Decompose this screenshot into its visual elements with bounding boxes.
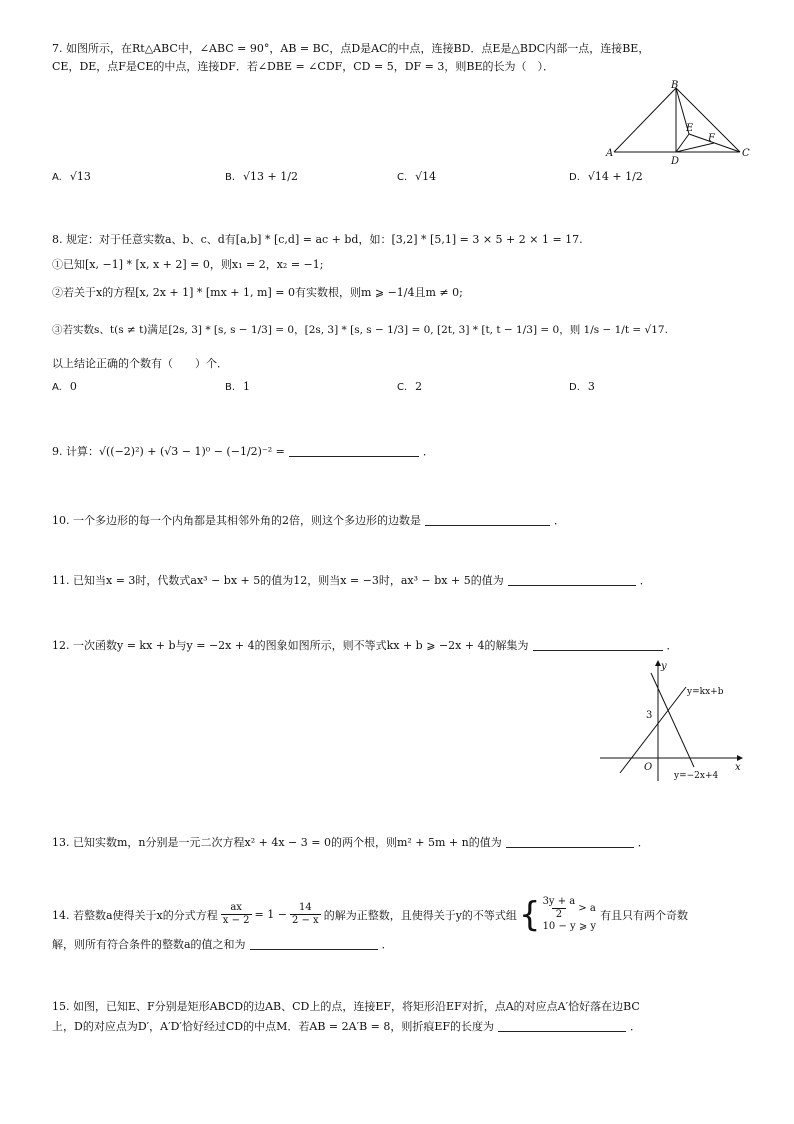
q14-inequality-2: 10 − y ⩾ y	[542, 921, 597, 932]
q14-answer-blank[interactable]	[250, 937, 378, 950]
option-letter: C.	[397, 172, 408, 183]
q10-text: 10. 一个多边形的每一个内角都是其相邻外角的2倍，则这个多边形的边数是	[52, 514, 421, 527]
q8-option-d[interactable]	[569, 380, 595, 393]
q13-suffix: ．	[637, 836, 649, 849]
q9-answer-blank[interactable]	[289, 444, 419, 457]
x-axis-label: x	[735, 762, 741, 773]
option-text: 1	[243, 380, 251, 393]
q14-suffix: ．	[381, 938, 393, 951]
q14-fraction-2	[290, 902, 321, 927]
frac-numerator: 3y + a	[542, 896, 576, 907]
option-text: √13 + 1/2	[243, 170, 298, 183]
q15-line2	[52, 1018, 641, 1034]
q11-answer-blank[interactable]	[508, 573, 636, 586]
q8-option-c[interactable]	[397, 380, 422, 393]
q14-inequality-system	[543, 896, 597, 933]
q8-line1: 8. 规定：对于任意实数a、b、c、d有[a,b] * [c,d] = ac + bd，如：[3,2] * [5,1] = 3 × 5 + 2 × 1 = 17.	[52, 233, 583, 246]
q14-line1	[52, 896, 688, 933]
y-intercept-label: 3	[646, 710, 653, 721]
q12-answer-blank[interactable]	[533, 638, 663, 651]
label-e: E	[686, 123, 694, 134]
label-f: F	[708, 133, 715, 144]
q7-option-d[interactable]	[569, 170, 643, 183]
q11-line	[52, 572, 651, 588]
line-kx-plus-b	[620, 687, 686, 773]
q13-text: 13. 已知实数m，n分别是一元二次方程x² + 4x − 3 = 0的两个根，则m² + 5m + n的值为	[52, 836, 502, 849]
option-letter: B.	[225, 382, 236, 393]
option-text: 0	[69, 380, 77, 393]
q10-suffix: ．	[554, 514, 565, 527]
q8-line4: ③若实数s、t(s ≠ t)满足[2s, 3] * [s, s − 1/3] = 0，[2s, 3] * [s, s − 1/3] = 0, [2t, 3] * [t, t − 1/3] = 0，则 1/s − 1/t = √17.	[52, 324, 668, 336]
q9-suffix: ．	[422, 445, 434, 458]
q15-suffix: ．	[630, 1020, 642, 1033]
option-letter: A.	[52, 382, 62, 393]
line-kx-plus-b-label: y=kx+b	[687, 687, 724, 697]
q14-sys1-rhs: > a	[578, 902, 596, 914]
q14-inequality-1	[543, 896, 597, 921]
q7-option-a[interactable]	[52, 170, 91, 183]
q11-suffix: ．	[639, 574, 651, 587]
label-a: A	[606, 148, 614, 159]
q9-prefix: 9. 计算：	[52, 445, 99, 458]
q12-text: 12. 一次函数y = kx + b与y = −2x + 4的图象如图所示，则不等式kx + b ⩾ −2x + 4的解集为	[52, 639, 529, 652]
origin-label: O	[644, 762, 653, 773]
q8-line2: ①已知[x, −1] * [x, x + 2] = 0，则x₁ = 2，x₂ = −1;	[52, 258, 324, 271]
segment-ab	[614, 88, 676, 152]
option-letter: D.	[569, 172, 580, 183]
option-text: √14 + 1/2	[587, 170, 643, 183]
q14-line2-text: 解，则所有符合条件的整数a的值之和为	[52, 938, 246, 951]
frac-denominator: 2 − x	[291, 915, 319, 926]
q15-line2-text: 上，D的对应点为D′，A′D′恰好经过CD的中点M．若AB = 2A′B = 8，则折痕EF的长度为	[52, 1020, 495, 1033]
q15-line1: 15. 如图，已知E、F分别是矩形ABCD的边AB、CD上的点，连接EF，将矩形沿EF对折，点A的对应点A′恰好落在边BC	[52, 1000, 640, 1013]
q13-answer-blank[interactable]	[506, 835, 634, 848]
option-letter: B.	[225, 172, 236, 183]
label-d: D	[671, 156, 680, 166]
q9-expression: √((−2)²) + (√3 − 1)⁰ − (−1/2)⁻² =	[99, 445, 285, 458]
frac-denominator: x − 2	[222, 915, 250, 926]
label-c: C	[742, 148, 750, 159]
q15-answer-blank[interactable]	[498, 1019, 626, 1032]
q7-option-b[interactable]	[225, 170, 298, 183]
option-text: 2	[415, 380, 423, 393]
frac-numerator: ax	[230, 902, 242, 913]
option-letter: D.	[569, 382, 580, 393]
q8-line3: ②若关于x的方程[x, 2x + 1] * [mx + 1, m] = 0有实数根，则m ⩾ −1/4且m ≠ 0;	[52, 286, 463, 299]
q14-intro: 14. 若整数a使得关于x的分式方程	[52, 908, 218, 922]
q14-equals: = 1 −	[254, 908, 287, 921]
q12-function-graph	[598, 657, 748, 783]
option-letter: A.	[52, 172, 62, 183]
line-minus-2x-plus-4-label: y=−2x+4	[674, 771, 719, 781]
q7-line2: CE，DE，点F是CE的中点，连接DF．若∠DBE = ∠CDF，CD = 5，DF = 3，则BE的长为（ ）．	[52, 60, 554, 73]
q7-option-c[interactable]	[397, 170, 436, 183]
option-text: 3	[587, 380, 595, 393]
q10-answer-blank[interactable]	[425, 513, 550, 526]
q14-brace: {	[518, 894, 541, 935]
q7-triangle-figure	[600, 80, 750, 166]
q10-line	[52, 512, 565, 528]
q7-line1: 7. 如图所示，在Rt△ABC中，∠ABC = 90°，AB = BC，点D是AC的中点，连接BD．点E是△BDC内部一点，连接BE，	[52, 42, 650, 55]
q12-line	[52, 637, 678, 653]
frac-numerator: 14	[298, 902, 312, 913]
q8-line5: 以上结论正确的个数有（ ）个．	[52, 357, 228, 370]
y-axis-label: y	[661, 661, 667, 672]
q12-suffix: ．	[666, 639, 678, 652]
q9-line	[52, 443, 434, 459]
frac-denominator: 2	[552, 908, 566, 921]
q14-sys-fraction	[543, 896, 576, 921]
q8-option-b[interactable]	[225, 380, 250, 393]
q13-line	[52, 834, 649, 850]
label-b: B	[671, 80, 679, 91]
q14-tail: 有且只有两个奇数	[600, 908, 689, 922]
q14-fraction-1	[221, 902, 252, 927]
option-text: √14	[415, 170, 437, 183]
q14-line2	[52, 936, 393, 952]
q8-option-a[interactable]	[52, 380, 77, 393]
option-letter: C.	[397, 382, 408, 393]
q11-text: 11. 已知当x = 3时，代数式ax³ − bx + 5的值为12，则当x = −3时，ax³ − bx + 5的值为	[52, 574, 504, 587]
q14-middle: 的解为正整数，且使得关于y的不等式组	[323, 908, 517, 922]
option-text: √13	[69, 170, 91, 183]
